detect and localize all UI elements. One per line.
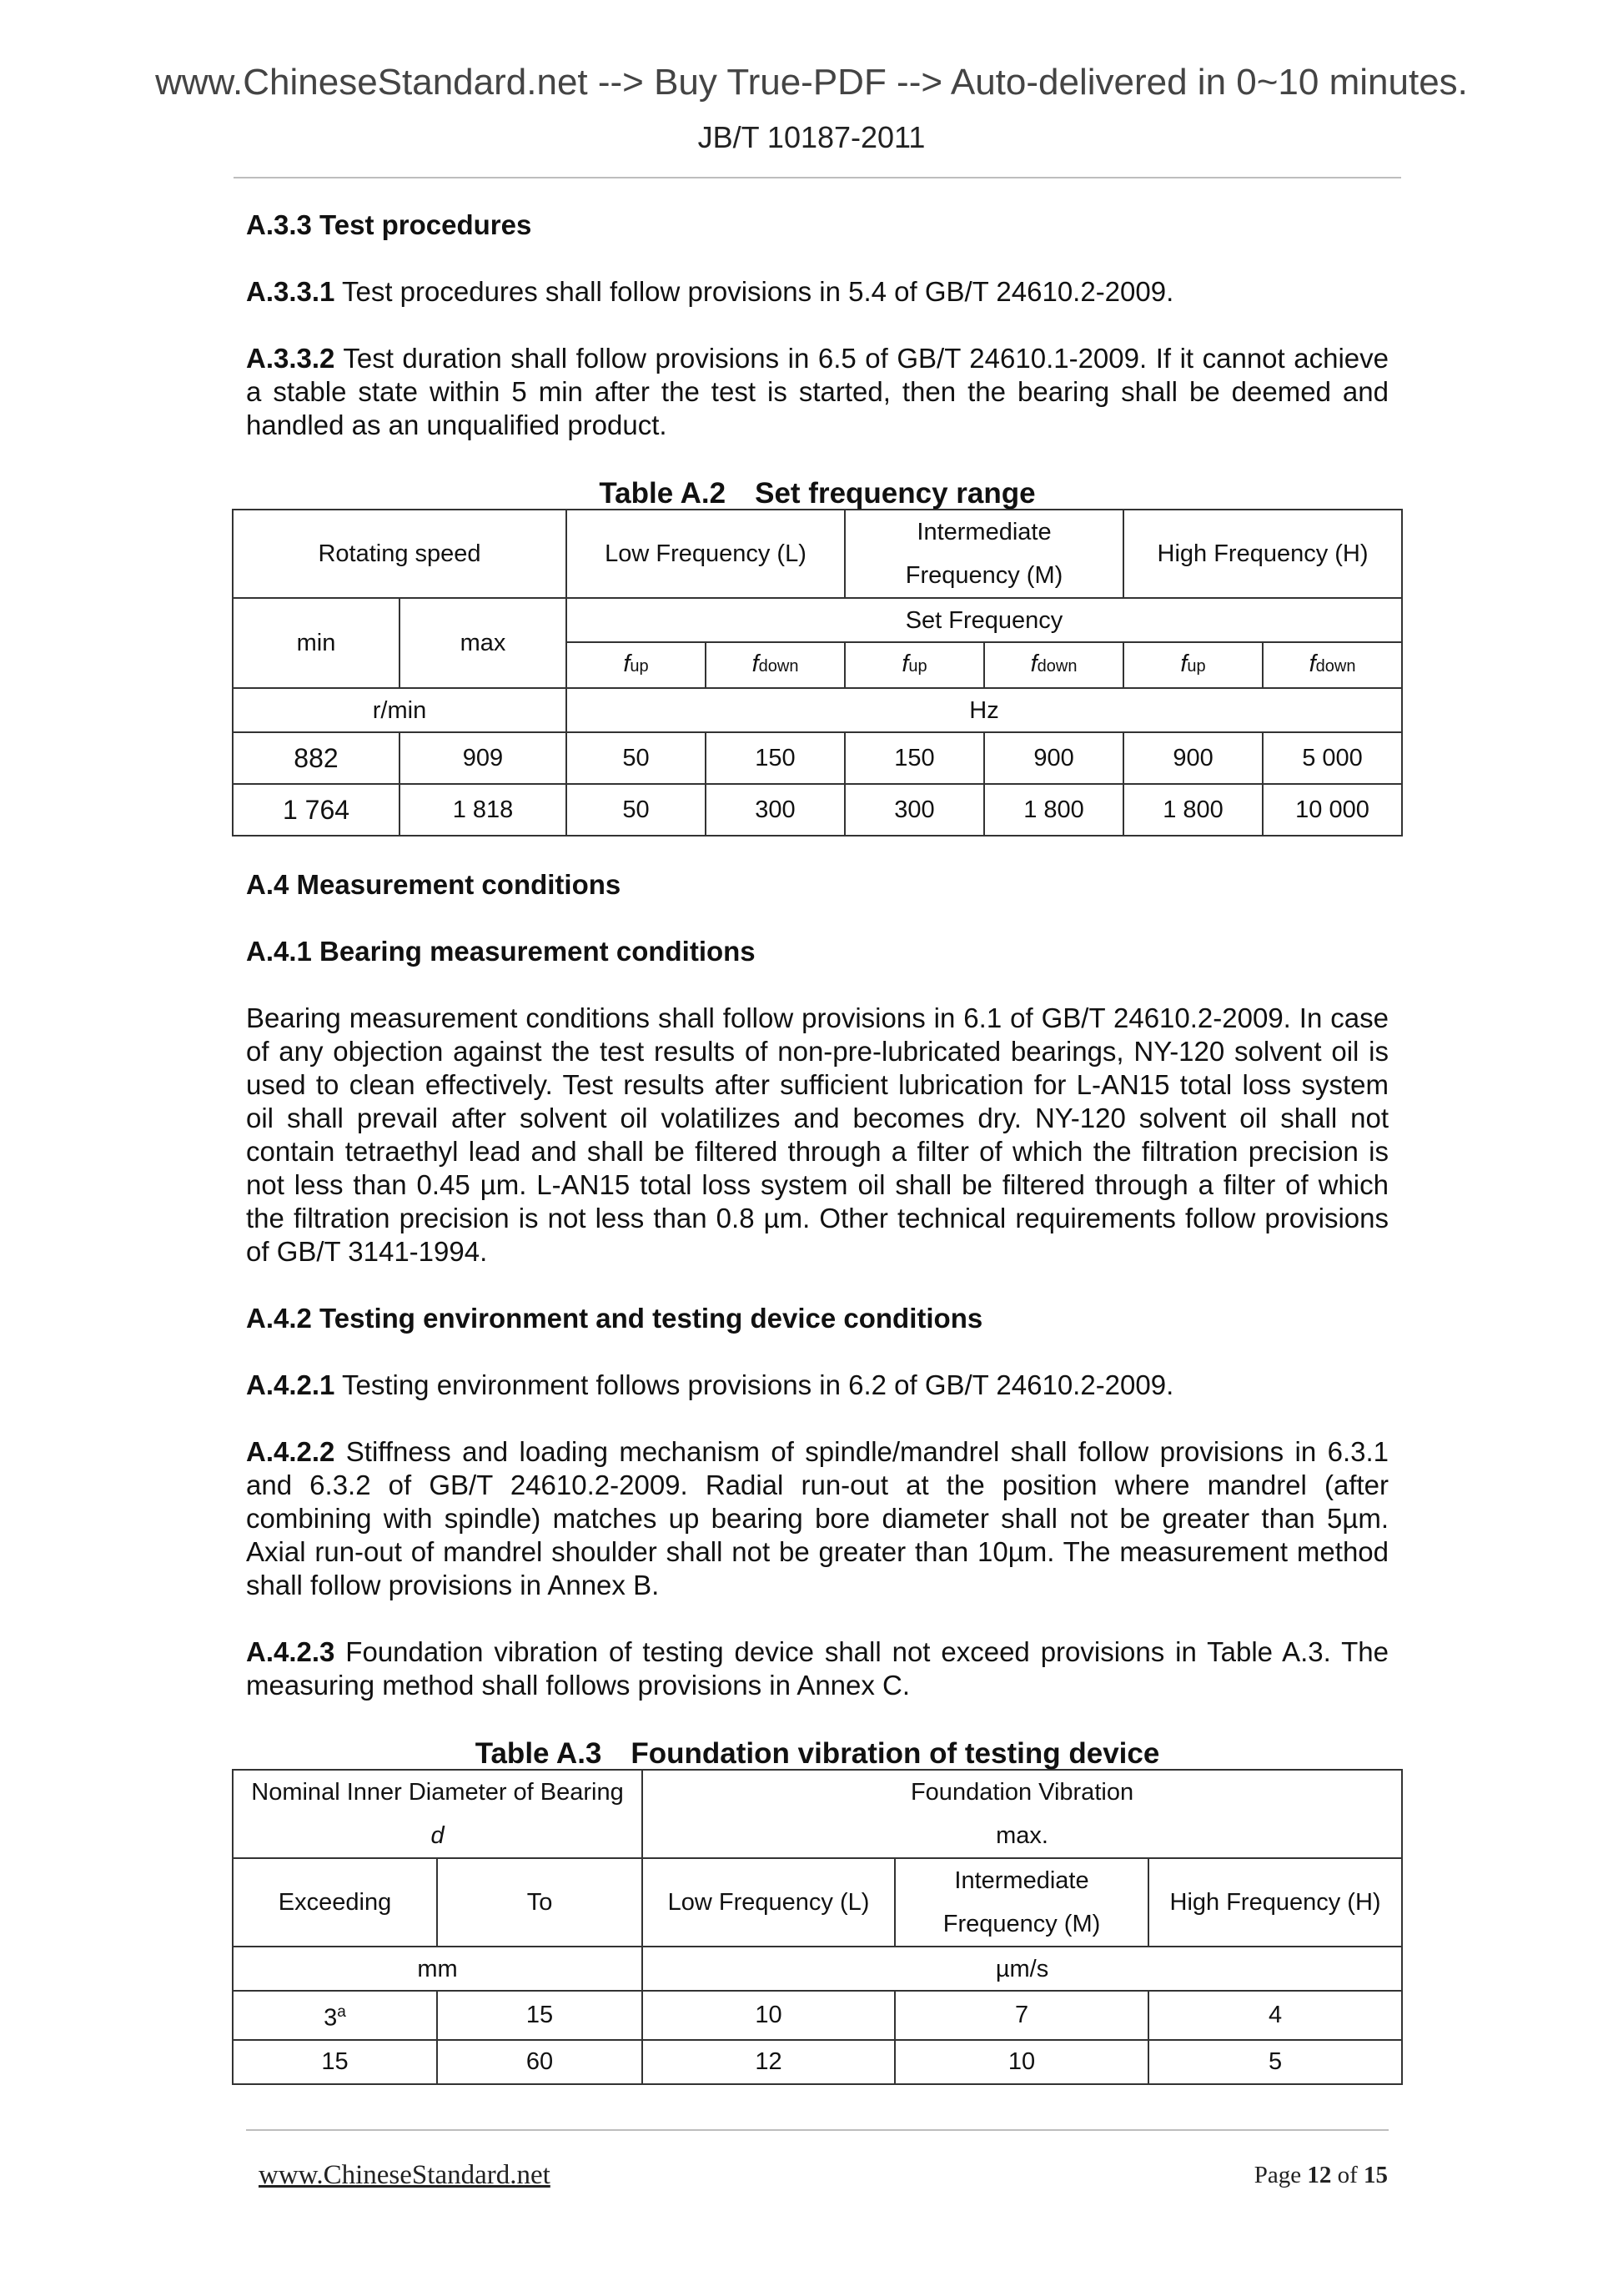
table-a2-caption: Table A.2 Set frequency range: [599, 477, 1036, 510]
table-cell: 15: [233, 2040, 437, 2084]
unit-cell: Hz: [566, 688, 1402, 732]
table-cell: 50: [566, 784, 706, 836]
table-cell: 5 000: [1263, 732, 1402, 784]
subscript: up: [1187, 657, 1206, 676]
symbol: f: [751, 651, 759, 677]
table-cell: 909: [399, 732, 566, 784]
subscript: down: [1315, 657, 1356, 676]
table-cell: 1 764: [233, 784, 399, 836]
header-text: max.: [996, 1822, 1048, 1849]
table-cell: 1 800: [984, 784, 1123, 836]
table-cell: 50: [566, 732, 706, 784]
table-cell: 5: [1148, 2040, 1402, 2084]
clause-number: A.4.2.1: [246, 1369, 335, 1400]
footer-divider: [246, 2129, 1389, 2131]
section-heading-a42: A.4.2 Testing environment and testing device conditions: [246, 1303, 983, 1334]
header-text: Intermediate: [917, 519, 1052, 545]
header-cell: [845, 510, 1123, 598]
clause-number: A.4.2.3: [246, 1636, 335, 1667]
header-cell: [706, 642, 845, 688]
table-cell: 300: [706, 784, 845, 836]
paragraph-a423: [246, 1635, 1389, 1702]
clause-number: A.3.3.1: [246, 276, 335, 307]
table-row: [233, 1947, 1402, 1991]
paragraph-a331: [246, 275, 1389, 309]
paragraph-a422: [246, 1435, 1389, 1602]
table-a3: [232, 1769, 1403, 2085]
table-cell: 300: [845, 784, 984, 836]
header-text: Nominal Inner Diameter of Bearing: [251, 1779, 624, 1806]
table-cell: 7: [895, 1991, 1148, 2040]
header-cell: To: [437, 1858, 642, 1947]
table-cell: 1 800: [1123, 784, 1263, 836]
header-cell: min: [233, 598, 399, 688]
unit-cell: µm/s: [642, 1947, 1402, 1991]
clause-text: Testing environment follows provisions in 6.2 of GB/T 24610.2-2009.: [334, 1369, 1174, 1400]
table-cell: 60: [437, 2040, 642, 2084]
header-cell: [895, 1858, 1148, 1947]
table-row: [233, 688, 1402, 732]
header-text: Frequency (M): [942, 1911, 1101, 1937]
header-cell: [566, 642, 706, 688]
header-cell: [233, 1770, 642, 1858]
symbol: f: [902, 651, 909, 677]
table-cell: 10: [895, 2040, 1148, 2084]
table-cell: 900: [984, 732, 1123, 784]
page-label: Page: [1254, 2162, 1308, 2188]
header-cell: Exceeding: [233, 1858, 437, 1947]
section-heading-a4: A.4 Measurement conditions: [246, 869, 621, 900]
table-cell: 12: [642, 2040, 895, 2084]
table-row: [233, 1991, 1402, 2040]
header-cell: [1263, 642, 1402, 688]
symbol: f: [1309, 651, 1316, 677]
table-cell: [233, 1991, 437, 2040]
header-divider: [234, 177, 1401, 178]
clause-number: A.3.3.2: [246, 343, 335, 374]
header-cell: [1123, 642, 1263, 688]
header-cell: [845, 642, 984, 688]
table-row: [233, 2040, 1402, 2084]
subscript: down: [1037, 657, 1078, 676]
clause-text: Foundation vibration of testing device shall not exceed provisions in Table A.3. The measuring method shall follows provisions in Annex C.: [246, 1636, 1389, 1701]
table-cell: 150: [706, 732, 845, 784]
banner-text: www.ChineseStandard.net --> Buy True-PDF --> Auto-delivered in 0~10 minutes.: [155, 62, 1468, 103]
page-content: [246, 208, 1389, 2085]
unit-cell: r/min: [233, 688, 566, 732]
clause-text: Test duration shall follow provisions in 6.5 of GB/T 24610.1-2009. If it cannot achieve a stable state within 5 min after the test is started, then the bearing shall be deemed and handled as an unqualified product.: [246, 343, 1389, 440]
header-text: Frequency (M): [905, 562, 1063, 589]
header-cell: Low Frequency (L): [642, 1858, 895, 1947]
clause-text: Test procedures shall follow provisions in 5.4 of GB/T 24610.2-2009.: [334, 276, 1174, 307]
page-total: 15: [1364, 2162, 1388, 2188]
table-a3-caption: Table A.3 Foundation vibration of testing device: [475, 1737, 1160, 1770]
table-row: [233, 598, 1402, 642]
cell-text: 3: [324, 2004, 338, 2032]
paragraph-a332: [246, 342, 1389, 442]
header-cell: Low Frequency (L): [566, 510, 845, 598]
header-cell: max: [399, 598, 566, 688]
table-row: [233, 1770, 1402, 1858]
header-cell: High Frequency (H): [1148, 1858, 1402, 1947]
subscript: down: [758, 657, 799, 676]
header-text: Intermediate: [954, 1867, 1089, 1894]
footer-site-link[interactable]: www.ChineseStandard.net: [259, 2160, 550, 2190]
subscript: up: [908, 657, 927, 676]
table-cell: 15: [437, 1991, 642, 2040]
table-cell: 4: [1148, 1991, 1402, 2040]
document-number: JB/T 10187-2011: [697, 120, 926, 154]
paragraph-a41: Bearing measurement conditions shall follow provisions in 6.1 of GB/T 24610.2-2009. In case of any objection against the test results of non-pre-lubricated bearings, NY-120 solvent oil is used to clean effectively. Test results after sufficient lubrication for L-AN15 total loss system oil shall prevail after solvent oil volatilizes and becomes dry. NY-120 solvent oil shall not contain tetraethyl lead and shall be filtered through a filter of which the filtration precision is not less than 0.45 µm. L-AN15 total loss system oil shall be filtered through a filter of which the filtration precision is not less than 0.8 µm. Other technical requirements follow provisions of GB/T 3141-1994.: [246, 1002, 1389, 1267]
table-a2: [232, 509, 1403, 837]
table-cell: 1 818: [399, 784, 566, 836]
subscript: up: [630, 657, 649, 676]
table-row: [233, 732, 1402, 784]
header-cell: Rotating speed: [233, 510, 566, 598]
header-cell: [984, 642, 1123, 688]
section-heading-a41: A.4.1 Bearing measurement conditions: [246, 936, 756, 967]
section-heading-a33: A.3.3 Test procedures: [246, 209, 532, 240]
symbol: f: [1180, 651, 1188, 677]
symbol: f: [1030, 651, 1038, 677]
header-text: d: [430, 1822, 445, 1849]
page-of-label: of: [1331, 2162, 1364, 2188]
header-text: Foundation Vibration: [910, 1779, 1134, 1806]
paragraph-a421: [246, 1369, 1389, 1402]
table-row: [233, 510, 1402, 598]
table-row: [233, 784, 1402, 836]
table-row: [233, 1858, 1402, 1947]
header-cell: High Frequency (H): [1123, 510, 1402, 598]
clause-number: A.4.2.2: [246, 1436, 335, 1467]
footnote-mark: a: [337, 2003, 346, 2021]
header-cell: [642, 1770, 1402, 1858]
table-cell: 10: [642, 1991, 895, 2040]
table-cell: 900: [1123, 732, 1263, 784]
header-cell: Set Frequency: [566, 598, 1402, 642]
page-indicator: [1254, 2162, 1388, 2189]
table-cell: 150: [845, 732, 984, 784]
symbol: f: [623, 651, 631, 677]
unit-cell: mm: [233, 1947, 642, 1991]
clause-text: Stiffness and loading mechanism of spindle/mandrel shall follow provisions in 6.3.1 and 6.3.2 of GB/T 24610.2-2009. Radial run-out at the position where mandrel (after combining with spindle) matches up bearing bore diameter shall not be greater than 5µm. Axial run-out of mandrel shoulder shall not be greater than 10µm. The measurement method shall follow provisions in Annex B.: [246, 1436, 1389, 1600]
table-cell: 10 000: [1263, 784, 1402, 836]
page-number: 12: [1307, 2162, 1332, 2188]
table-cell: 882: [233, 732, 399, 784]
